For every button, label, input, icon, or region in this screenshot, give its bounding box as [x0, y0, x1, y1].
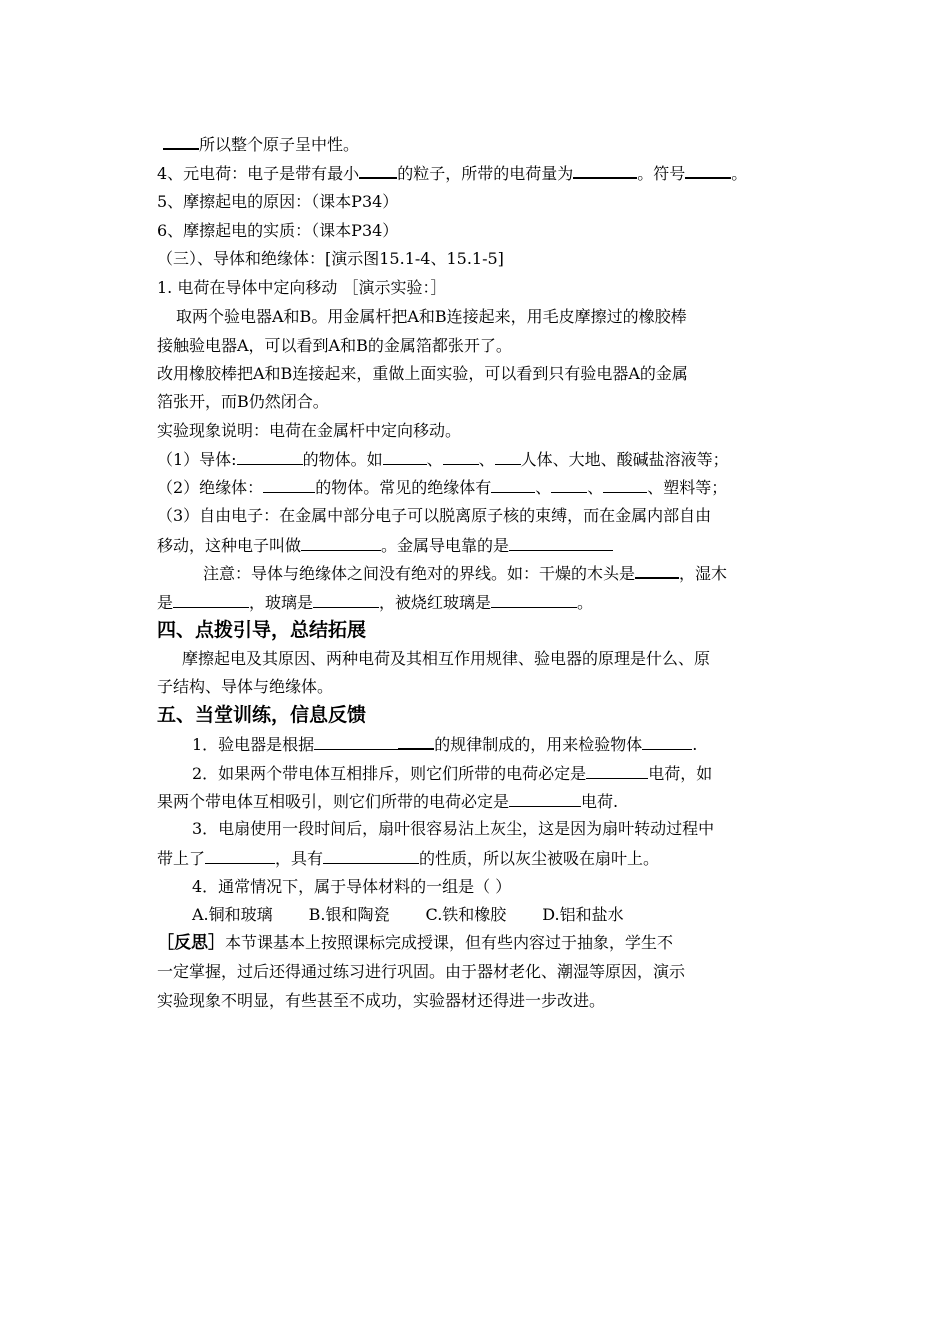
blank	[359, 162, 397, 179]
blank	[586, 762, 648, 779]
option-b: B.银和陶瓷	[308, 905, 390, 924]
blank	[173, 591, 249, 608]
heading-4: 四、点拨引导，总结拓展	[157, 619, 367, 641]
paragraph-4: 实验现象说明：电荷在金属杆中定向移动。	[157, 421, 462, 440]
blank	[314, 733, 398, 750]
blank	[323, 847, 419, 864]
blank	[313, 591, 379, 608]
paragraph-2b: 接触验电器A，可以看到A和B的金属箔都张开了。	[157, 336, 512, 355]
blank	[491, 591, 577, 608]
blank	[237, 448, 303, 465]
conductor-line: （1）导体: 的物体。如 、 、 人体、大地、酸碱盐溶液等；	[157, 450, 729, 469]
blank	[495, 448, 521, 465]
blank	[205, 847, 275, 864]
question-3-line-2: 带上了 ，具有 的性质，所以灰尘被吸在扇叶上。	[157, 849, 660, 868]
paragraph-2a: 取两个验电器A和B。用金属杆把A和B连接起来，用毛皮摩擦过的橡胶棒	[176, 307, 687, 326]
blank	[551, 476, 587, 493]
item-4: 4、元电荷：电子是带有最小 的粒子，所带的电荷量为 。符号 。	[157, 164, 748, 183]
paragraph-1: 1. 电荷在导体中定向移动 ［演示实验：］	[157, 278, 447, 297]
blank	[491, 476, 535, 493]
note-line-1: 注意：导体与绝缘体之间没有绝对的界线。如：干燥的木头是 ，湿木	[203, 564, 728, 583]
intro-line: 所以整个原子呈中性。	[163, 133, 359, 155]
option-c: C.铁和橡胶	[425, 905, 507, 924]
section-3-title: （三）、导体和绝缘体：[演示图15.1-4、15.1-5]	[157, 249, 504, 268]
blank	[573, 162, 637, 179]
question-4: 4．通常情况下，属于导体材料的一组是（ ）	[192, 877, 512, 896]
heading-5: 五、当堂训练，信息反馈	[157, 704, 367, 726]
blank	[509, 790, 581, 807]
blank	[263, 476, 315, 493]
blank	[635, 562, 679, 579]
summary-line-1: 摩擦起电及其原因、两种电荷及其相互作用规律、验电器的原理是什么、原	[182, 649, 711, 668]
options-row	[192, 904, 660, 926]
question-2-line-1: 2．如果两个带电体互相排斥，则它们所带的电荷必定是 电荷，如	[192, 764, 713, 783]
note-line-2: 是 ，玻璃是 ，被烧红玻璃是 。	[157, 593, 594, 612]
reflection-line-3: 实验现象不明显，有些甚至不成功，实验器材还得进一步改进。	[157, 991, 606, 1010]
free-electron-line-2: 移动，这种电子叫做 。金属导电靠的是	[157, 534, 613, 556]
blank	[603, 476, 647, 493]
item-6: 6、摩擦起电的实质：（课本P34）	[157, 221, 399, 240]
blank	[642, 733, 692, 750]
reflection-line-2: 一定掌握，过后还得通过练习进行巩固。由于器材老化、潮湿等原因，演示	[157, 962, 686, 981]
blank	[443, 448, 479, 465]
question-1: 1．验电器是根据 的规律制成的，用来检验物体 .	[192, 735, 698, 754]
question-2-line-2: 果两个带电体互相吸引，则它们所带的电荷必定是 电荷.	[157, 792, 619, 811]
blank	[383, 448, 427, 465]
free-electron-line-1: （3）自由电子：在金属中部分电子可以脱离原子核的束缚，而在金属内部自由	[157, 506, 712, 525]
question-3-line-1: 3．电扇使用一段时间后，扇叶很容易沾上灰尘，这是因为扇叶转动过程中	[192, 819, 715, 838]
reflection-label: ［反思］	[157, 933, 225, 953]
reflection-line-1: ［反思］本节课基本上按照课标完成授课，但有些内容过于抽象，学生不	[157, 933, 674, 953]
paragraph-3b: 箔张开，而B仍然闭合。	[157, 392, 329, 411]
insulator-line: （2）绝缘体： 的物体。常见的绝缘体有 、 、 、塑料等；	[157, 478, 728, 497]
paragraph-3a: 改用橡胶棒把A和B连接起来，重做上面实验，可以看到只有验电器A的金属	[157, 364, 688, 383]
item-5: 5、摩擦起电的原因：（课本P34）	[157, 192, 399, 211]
blank	[301, 534, 381, 551]
blank	[509, 534, 613, 551]
option-a: A.铜和玻璃	[192, 905, 273, 924]
blank	[398, 733, 434, 750]
blank	[163, 133, 199, 150]
option-d: D.铝和盐水	[542, 905, 624, 924]
summary-line-2: 子结构、导体与绝缘体。	[157, 677, 334, 696]
blank	[685, 162, 731, 179]
